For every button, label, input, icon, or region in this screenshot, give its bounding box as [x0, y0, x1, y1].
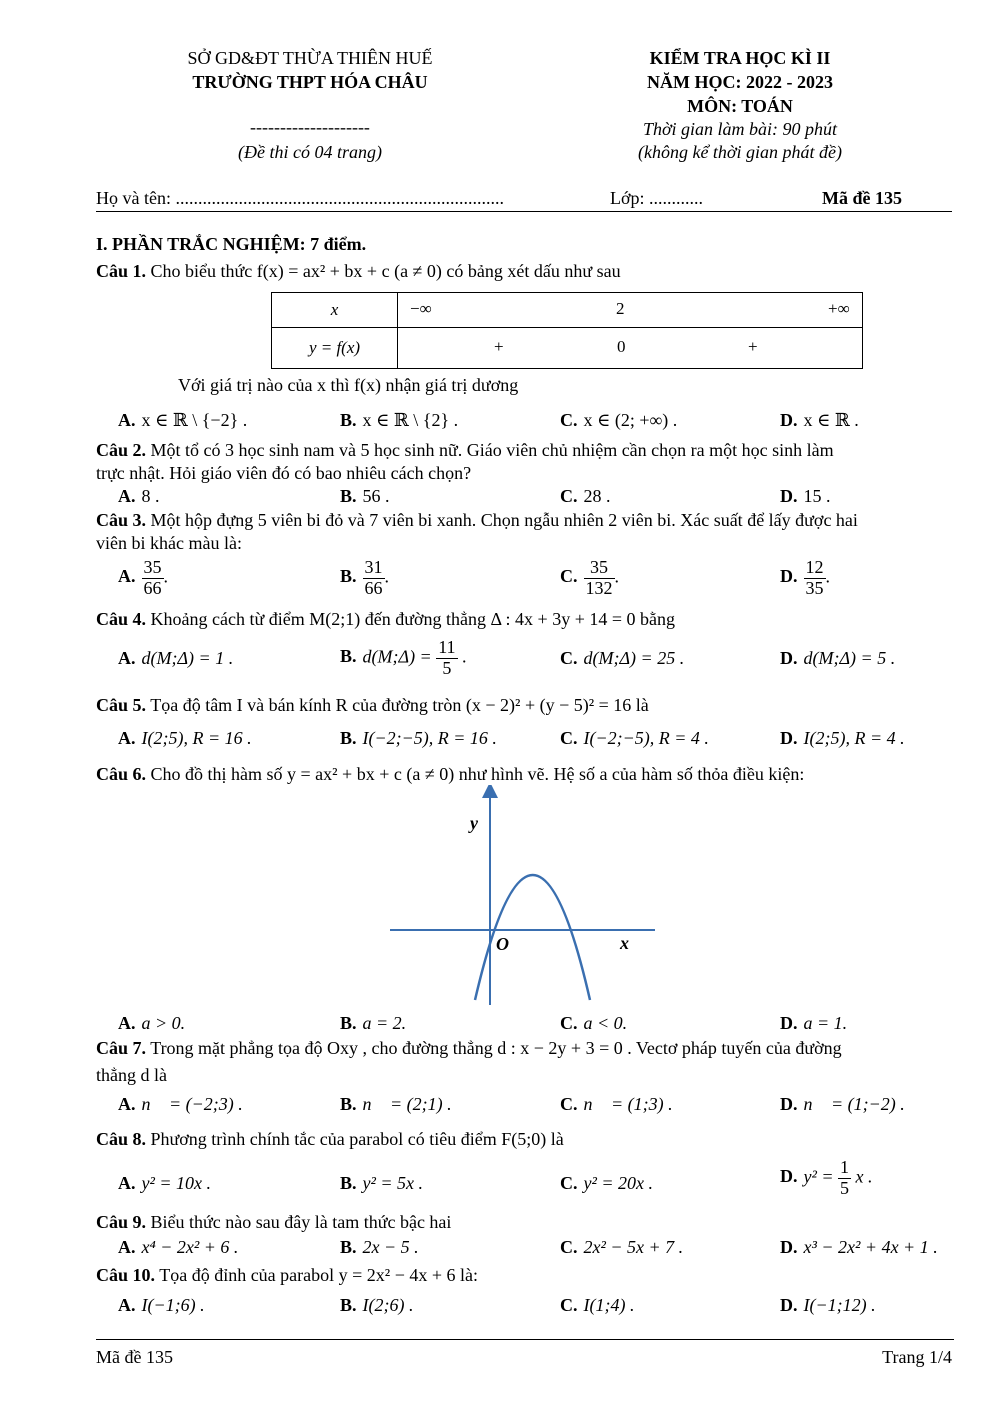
footer-page-number: Trang 1/4: [882, 1347, 952, 1367]
option-c: C. n⃗ = (1;3) .: [560, 1094, 673, 1114]
option-b: B. d(M;Δ) = $\frac{11}{5}$ .: [340, 637, 467, 678]
option-a: A. I(−1;6) .: [118, 1295, 205, 1315]
option-c: C. $\frac{35}{132}$ .: [560, 557, 619, 598]
exam-title: KIỂM TRA HỌC KÌ II: [649, 48, 831, 68]
x-axis-label: x: [620, 933, 629, 953]
option-d: D. a = 1.: [780, 1013, 848, 1033]
option-c: C. y² = 20x .: [560, 1173, 654, 1193]
sign-table-x-values: [398, 293, 863, 328]
option-c: C. 28 .: [560, 486, 611, 506]
info-divider: [96, 211, 952, 212]
option-c: C. d(M;Δ) = 25 .: [560, 648, 685, 668]
option-c: C. I(1;4) .: [560, 1295, 635, 1315]
section-title: I. PHẦN TRẮC NGHIỆM: 7 điểm.: [96, 234, 367, 254]
school-name: TRƯỜNG THPT HÓA CHÂU: [192, 72, 428, 92]
parabola-curve: [475, 875, 590, 1000]
option-b: B. I(2;6) .: [340, 1295, 414, 1315]
option-a: A. d(M;Δ) = 1 .: [118, 648, 234, 668]
option-b: B. x ∈ ℝ \ {2} .: [340, 410, 459, 430]
question-5: Câu 5. Tọa độ tâm I và bán kính R của đường tròn (x − 2)² + (y − 5)² = 16 là: [96, 695, 649, 715]
footer-exam-code: Mã đề 135: [96, 1347, 173, 1367]
option-c: C. x ∈ (2; +∞) .: [560, 410, 678, 430]
question-5-options: [0, 728, 1000, 758]
question-3-options: [0, 558, 1000, 608]
option-a: A. x ∈ ℝ \ {−2} .: [118, 410, 248, 430]
duration-note: (không kể thời gian phát đề): [637, 142, 843, 162]
question-7: Câu 7. Trong mặt phẳng tọa độ Oxy , cho đường thẳng d : x − 2y + 3 = 0 . Vectơ pháp tuyến của đường: [96, 1038, 842, 1058]
question-7-options: [0, 1094, 1000, 1124]
subject: MÔN: TOÁN: [687, 96, 793, 116]
question-9: Câu 9. Biểu thức nào sau đây là tam thức bậc hai: [96, 1212, 452, 1232]
question-3-line2: viên bi khác màu là:: [96, 533, 242, 553]
header-dash: --------------------: [250, 117, 370, 137]
sign-zero: 0: [617, 337, 626, 356]
option-b: B. $\frac{31}{66}$ .: [340, 557, 390, 598]
question-10: Câu 10. Tọa độ đỉnh của parabol y = 2x² − 4x + 6 là:: [96, 1265, 478, 1285]
question-8: Câu 8. Phương trình chính tắc của parabol có tiêu điểm F(5;0) là: [96, 1129, 564, 1149]
question-2: Câu 2. Một tổ có 3 học sinh nam và 5 học sinh nữ. Giáo viên chủ nhiệm cần chọn ra một học sinh làm: [96, 440, 834, 460]
option-a: A. n⃗ = (−2;3) .: [118, 1094, 243, 1114]
question-7-line2: thẳng d là: [96, 1065, 167, 1085]
option-c: C. a < 0.: [560, 1013, 628, 1033]
question-9-options: [0, 1237, 1000, 1267]
x-value-root: 2: [616, 299, 625, 318]
page-count-note: (Đề thi có 04 trang): [238, 142, 382, 162]
question-1-options: [0, 410, 1000, 440]
x-value-pos-inf: +∞: [828, 299, 850, 318]
sign-table-y-label: y = f(x): [272, 328, 398, 369]
option-a: A. I(2;5), R = 16 .: [118, 728, 252, 748]
parabola-graph: [390, 785, 660, 1010]
x-value-neg-inf: −∞: [410, 299, 432, 318]
sign-right: +: [748, 337, 758, 356]
exam-duration: Thời gian làm bài: 90 phút: [642, 119, 838, 139]
class-field: Lớp: ............: [610, 188, 704, 208]
question-4: Câu 4. Khoảng cách từ điểm M(2;1) đến đường thẳng Δ : 4x + 3y + 14 = 0 bằng: [96, 609, 675, 629]
question-1: [96, 261, 621, 282]
option-d: D. I(2;5), R = 4 .: [780, 728, 905, 748]
option-d: D. x ∈ ℝ .: [780, 410, 859, 430]
option-d: D. d(M;Δ) = 5 .: [780, 648, 896, 668]
option-d: D. 15 .: [780, 486, 831, 506]
exam-code: Mã đề 135: [822, 188, 902, 208]
option-a: A. x⁴ − 2x² + 6 .: [118, 1237, 239, 1257]
question-3: Câu 3. Một hộp đựng 5 viên bi đỏ và 7 viên bi xanh. Chọn ngẫu nhiên 2 viên bi. Xác suất để lấy được hai: [96, 510, 858, 530]
option-d: D. x³ − 2x² + 4x + 1 .: [780, 1237, 938, 1257]
option-d: D. n⃗ = (1;−2) .: [780, 1094, 905, 1114]
option-b: B. a = 2.: [340, 1013, 407, 1033]
school-year: NĂM HỌC: 2022 - 2023: [647, 72, 833, 92]
sign-left: +: [494, 337, 504, 356]
option-a: A. $\frac{35}{66}$ .: [118, 557, 168, 598]
option-d: D. y² = $\frac{1}{5}$ x .: [780, 1157, 873, 1198]
school-department: SỞ GD&ĐT THỪA THIÊN HUẾ: [187, 48, 433, 68]
option-b: B. y² = 5x .: [340, 1173, 424, 1193]
option-b: B. n⃗ = (2;1) .: [340, 1094, 452, 1114]
option-b: B. I(−2;−5), R = 16 .: [340, 728, 497, 748]
option-d: D. I(−1;12) .: [780, 1295, 876, 1315]
sign-table-x-label: x: [272, 293, 398, 328]
option-b: B. 2x − 5 .: [340, 1237, 419, 1257]
sign-table: [271, 292, 863, 369]
question-2-line2: trực nhật. Hỏi giáo viên đó có bao nhiêu cách chọn?: [96, 463, 472, 483]
option-a: A. 8 .: [118, 486, 160, 506]
question-label: Câu 1.: [96, 261, 147, 281]
question-6: Câu 6. Cho đồ thị hàm số y = ax² + bx + c (a ≠ 0) như hình vẽ. Hệ số a của hàm số thỏa điều kiện:: [96, 764, 805, 784]
question-text: Cho biểu thức f(x) = ax² + bx + c (a ≠ 0) có bảng xét dấu như sau: [150, 261, 621, 281]
option-b: B. 56 .: [340, 486, 390, 506]
option-c: C. 2x² − 5x + 7 .: [560, 1237, 684, 1257]
option-a: A. a > 0.: [118, 1013, 186, 1033]
y-axis-label: y: [470, 813, 478, 833]
footer-divider: [96, 1339, 954, 1340]
question-8-options: [0, 1158, 1000, 1208]
question-4-options: [0, 638, 1000, 688]
question-1-subtext: Với giá trị nào của x thì f(x) nhận giá trị dương: [178, 375, 519, 395]
option-d: D. $\frac{12}{35}$ .: [780, 557, 830, 598]
student-name-field: Họ và tên: .........................................................................: [96, 188, 504, 208]
origin-label: O: [496, 934, 509, 954]
question-10-options: [0, 1295, 1000, 1325]
option-a: A. y² = 10x .: [118, 1173, 212, 1193]
sign-table-y-values: [398, 328, 863, 369]
option-c: C. I(−2;−5), R = 4 .: [560, 728, 709, 748]
